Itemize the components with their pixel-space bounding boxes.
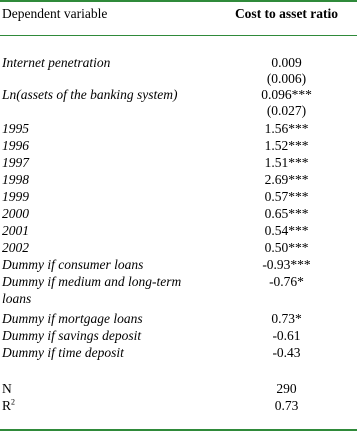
row-label: Dummy if time deposit bbox=[2, 345, 124, 360]
row-value: 0.54*** bbox=[264, 223, 309, 238]
row-value: -0.76* bbox=[269, 274, 304, 289]
row-label: Dummy if consumer loans bbox=[2, 257, 144, 272]
row-value: 0.50*** bbox=[264, 240, 309, 255]
row-value: 1.56*** bbox=[264, 121, 309, 136]
row-value: -0.93*** bbox=[262, 257, 311, 272]
row-label: Dummy if mortgage loans bbox=[2, 311, 143, 326]
r-squared-label bbox=[2, 398, 212, 414]
r-squared-base: R bbox=[2, 398, 12, 413]
row-label: 2002 bbox=[2, 240, 29, 255]
row-value: (0.027) bbox=[266, 103, 307, 118]
header-rule bbox=[0, 35, 357, 36]
row-label: 1995 bbox=[2, 121, 29, 136]
r-squared-superscript: 2 bbox=[11, 397, 16, 407]
header-cost-to-asset-ratio: Cost to asset ratio bbox=[234, 6, 339, 21]
row-label: Dummy if medium and long-term bbox=[2, 274, 182, 289]
row-value: 0.57*** bbox=[264, 189, 309, 204]
row-value: -0.43 bbox=[272, 345, 301, 360]
header-dependent-variable: Dependent variable bbox=[2, 6, 108, 21]
row-value: 0.65*** bbox=[264, 206, 309, 221]
row-label: 1997 bbox=[2, 155, 29, 170]
n-value: 290 bbox=[276, 381, 297, 396]
row-label: Internet penetration bbox=[2, 55, 111, 70]
row-label: loans bbox=[2, 291, 32, 306]
row-value: 1.52*** bbox=[264, 138, 309, 153]
row-label: Ln(assets of the banking system) bbox=[2, 87, 178, 102]
n-label: N bbox=[2, 381, 12, 396]
row-value: -0.61 bbox=[272, 328, 301, 343]
top-rule bbox=[0, 0, 357, 2]
bottom-rule bbox=[0, 429, 357, 431]
row-value: 0.73* bbox=[271, 311, 302, 326]
row-label: 1996 bbox=[2, 138, 29, 153]
r-squared-value: 0.73 bbox=[274, 398, 299, 413]
row-label: 1998 bbox=[2, 172, 29, 187]
row-value: 0.096*** bbox=[261, 87, 312, 102]
row-label: 2001 bbox=[2, 223, 29, 238]
row-label: 2000 bbox=[2, 206, 29, 221]
row-label: 1999 bbox=[2, 189, 29, 204]
row-label: Dummy if savings deposit bbox=[2, 328, 142, 343]
table-header bbox=[0, 6, 357, 26]
row-value: 1.51*** bbox=[264, 155, 309, 170]
row-value: (0.006) bbox=[266, 71, 307, 86]
row-value: 0.009 bbox=[271, 55, 302, 70]
row-value: 2.69*** bbox=[264, 172, 309, 187]
